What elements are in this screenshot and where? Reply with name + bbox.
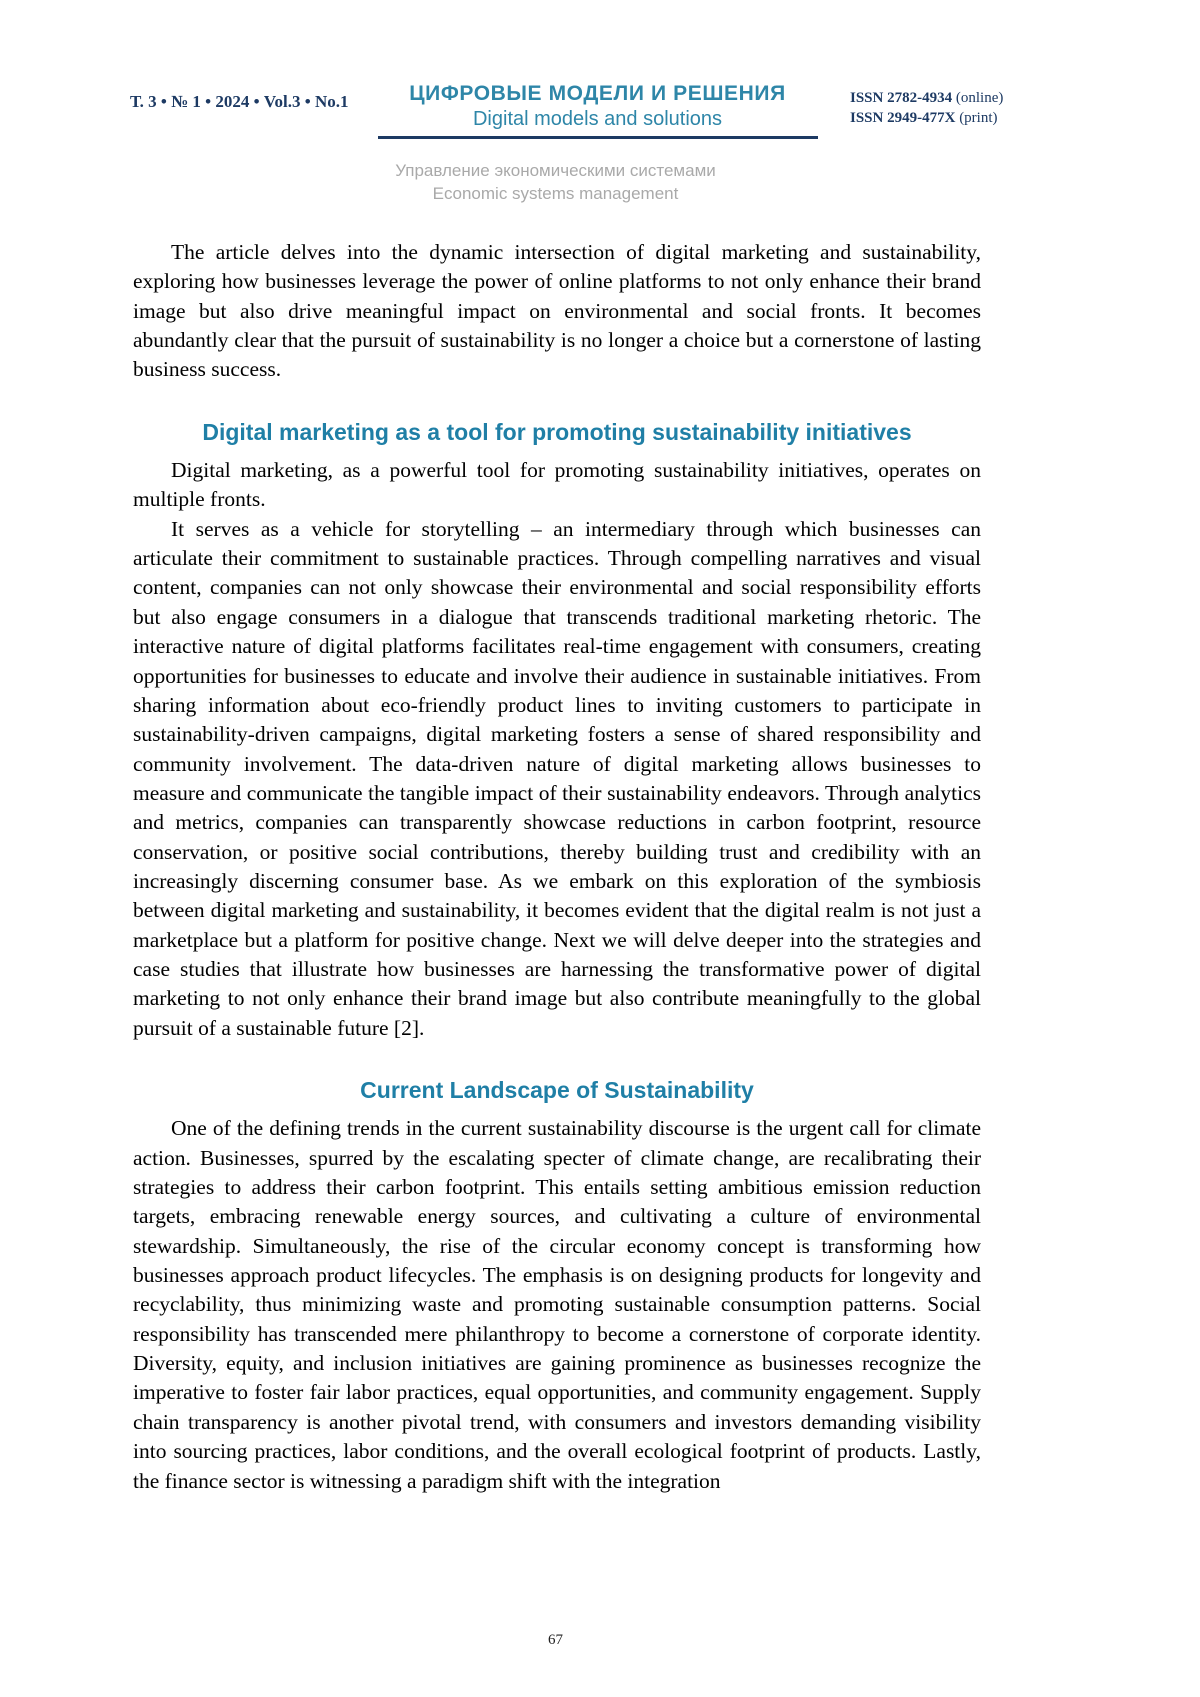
issn-print <box>850 108 1088 128</box>
page-header <box>130 82 1088 139</box>
section-subtitle-ru: Управление экономическими системами <box>395 161 716 180</box>
page-number: 67 <box>548 1632 563 1648</box>
issn-online <box>850 88 1088 108</box>
issn-block <box>850 82 1088 129</box>
paragraph-s1-1: Digital marketing, as a powerful tool for promoting sustainability initiatives, operates on multiple fronts. <box>133 458 981 512</box>
section-subtitle <box>133 160 978 206</box>
journal-masthead <box>345 82 850 139</box>
journal-title-ru: ЦИФРОВЫЕ МОДЕЛИ И РЕШЕНИЯ <box>409 82 786 105</box>
section-heading-digital-marketing: Digital marketing as a tool for promoting sustainability initiatives <box>202 418 912 445</box>
issue-info: Т. 3 • № 1 • 2024 • Vol.3 • No.1 <box>130 92 349 111</box>
issn-online-number: ISSN 2782-4934 <box>850 90 953 106</box>
paragraph-s2-1: One of the defining trends in the current sustainability discourse is the urgent call for climate action. Businesses, spurred by the escalating specter of climate change, are recalibrating their strategies to address their carbon footprint. This entails setting ambitious emission reduction targets, embracing renewable energy sources, and cultivating a culture of environmental stewardship. Simultaneously, the rise of the circular economy concept is transforming how businesses approach product lifecycles. The emphasis is on designing products for longevity and recyclability, thus minimizing waste and promoting sustainable consumption patterns. Social responsibility has transcended mere philanthropy to become a cornerstone of corporate identity. Diversity, equity, and inclusion initiatives are gaining prominence as businesses recognize the imperative to foster fair labor practices, equal opportunities, and community engagement. Supply chain transparency is another pivotal trend, with consumers and investors demanding visibility into sourcing practices, labor conditions, and the overall ecological footprint of products. Lastly, the finance sector is witnessing a paradigm shift with the integration <box>133 1116 981 1493</box>
issn-online-suffix: (online) <box>952 90 1004 106</box>
journal-title-en: Digital models and solutions <box>472 108 723 130</box>
issn-print-number: ISSN 2949-477X <box>850 110 956 127</box>
paragraph-intro: The article delves into the dynamic intersection of digital marketing and sustainability, exploring how businesses leverage the power of online platforms to not only enhance their brand image but also drive meaningful impact on environmental and social fronts. It becomes abundantly clear that the pursuit of sustainability is no longer a choice but a cornerstone of lasting business success. <box>133 240 981 382</box>
journal-title-rule <box>378 136 818 139</box>
paragraph-s1-2: It serves as a vehicle for storytelling – an intermediary through which businesses can articulate their commitment to sustainable practices. Through compelling narratives and visual content, companies can not only showcase their environmental and social responsibility efforts but also engage consumers in a dialogue that transcends traditional marketing rhetoric. The interactive nature of digital platforms facilitates real-time engagement with consumers, creating opportunities for businesses to educate and involve their audience in sustainable initiatives. From sharing information about eco-friendly product lines to inviting customers to participate in sustainability-driven campaigns, digital marketing fosters a sense of shared responsibility and community involvement. The data-driven nature of digital marketing allows businesses to measure and communicate the tangible impact of their sustainability endeavors. Through analytics and metrics, companies can transparently showcase reductions in carbon footprint, resource conservation, or positive social contributions, thereby building trust and credibility with an increasingly discerning consumer base. As we embark on this exploration of the symbiosis between digital marketing and sustainability, it becomes evident that the digital realm is not just a marketplace but a platform for positive change. Next we will delve deeper into the strategies and case studies that illustrate how businesses are harnessing the transformative power of digital marketing to not only enhance their brand image but also contribute meaningfully to the global pursuit of a sustainable future [2]. <box>133 516 981 1040</box>
section-heading-current-landscape: Current Landscape of Sustainability <box>360 1076 754 1103</box>
section-subtitle-en: Economic systems management <box>432 183 679 203</box>
article-body <box>133 238 981 1496</box>
issn-print-suffix: (print) <box>955 110 998 127</box>
